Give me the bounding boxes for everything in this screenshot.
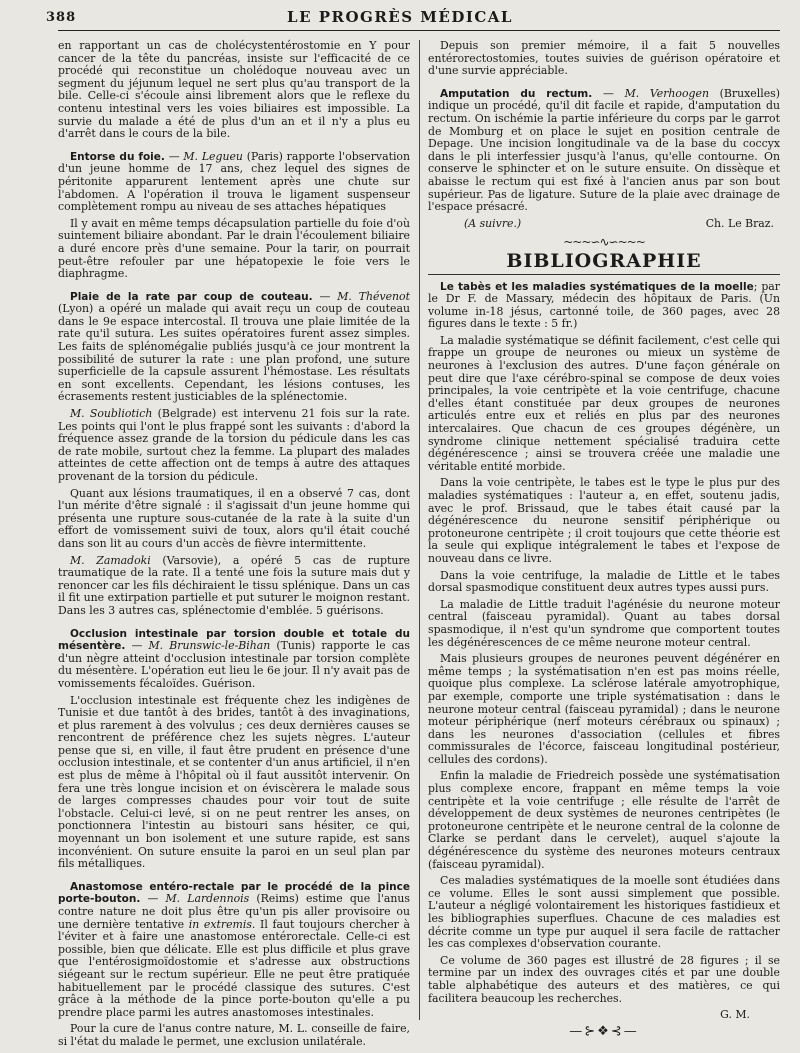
review-paragraph-1: La maladie systématique se définit facilement, c'est celle qui frappe un groupe de neurones ou mieux un système de neurones à l'exclusion des autres. D'une façon générale on peut dire que l'axe cérébro-spinal se compose de deux voies principales, la voie centripète et la voie centrifuge, chacune d'elles étant constituée par deux groupes de neurones articulés entre eux et reliés en plus par des neurones intercalaires. Que chacun de ces groupes dégénère, un syndrome clinique nettement spécialisé traduira cette dégénérescence ; ainsi se trouvera créée une maladie une véritable entité morbide.	[428, 333, 780, 473]
left-column	[58, 40, 410, 1053]
anastomose-paragraph: Anastomose entéro-rectale par le procédé de la pince porte-bouton. — M. Lardennois (Reims) estime que l'anus contre nature ne doit plus être qu'un pis aller provisoire ou une dernière tentative in extremis. Il faut toujours chercher à l'éviter et à faire une anastomose entérorectale. Celle-ci est possible, bien que délicate. Elle est plus difficile et plus grave que l'entérosigmoïdostomie et s'adresse aux obstructions siégeant sur le rectum supérieur. Elle ne peut être pratiquée habituellement par le procédé classique des sutures. C'est grâce à la méthode de la pince porte-bouton qu'elle a pu prendre place parmi les autres anastomoses intestinales.	[58, 880, 410, 1019]
page-header	[0, 6, 800, 28]
review-paragraph-6: Enfin la maladie de Friedreich possède une systématisation plus complexe encore, frappant en même temps la voie centripète et la voie centrifuge ; elle résulte de l'arrêt de développement de deux systèmes de neurones centripètes (le protoneurone centripète et le neurone central de la colonne de Clarke se perdant dans le cervelet), auquel s'ajoute la dégénérescence du système des neurones moteurs centraux (faisceau pyramidal).	[428, 769, 780, 871]
amputation-paragraph: Amputation du rectum. — M. Verhoogen (Bruxelles) indique un procédé, qu'il dit facile et rapide, d'amputation du rectum. On ischémie la partie inférieure du corps par le garrot de Momburg et on place le sujet en position centrale de Depage. Une incision longitudinale va de la base du coccyx dans le pli interfessier jusqu'à l'anus, qu'elle contourne. On conserve le sphincter et on le suture ensuite. On dissèque et abaisse le rectum qui est fixé à l'ancien anus par son bout supérieur. Pas de ligature. Suture de la plaie avec drainage de l'espace présacré.	[428, 86, 780, 214]
review-paragraph-8: Ce volume de 360 pages est illustré de 28 figures ; il se termine par un index des ouvrages cités et par une double table alphabétique des auteurs et des matières, ce qui facilitera beaucoup les recherches.	[428, 953, 780, 1005]
entorse-author: M. Legueu	[183, 149, 243, 163]
header-rule	[58, 30, 780, 31]
plaie-heading: Plaie de la rate par coup de couteau.	[70, 290, 313, 303]
plaie-p4-text: (Varsovie), a opéré 5 cas de rupture traumatique de la rate. Il a tenté une fois la suture mais dut y renoncer car les fils déchiraient le tissu splénique. Dans un cas il fit une extirpation partielle et put suturer le moignon restant. Dans les 3 autres cas, splénectomie d'emblée. 5 guérisons.	[58, 553, 410, 617]
book-details: ; par le Dr F. de Massary, médecin des hôpitaux de Paris. (Un volume in-18 jésus, cartonné toile, de 360 pages, avec 28 figures dans le texte : 5 fr.)	[428, 279, 780, 331]
review-paragraph-3: Dans la voie centrifuge, la maladie de Little et le tabes dorsal spasmodique constituent deux autres types aussi purs.	[428, 568, 780, 595]
occlusion-paragraph: Occlusion intestinale par torsion double et totale du mésentère. — M. Brunswic-le-Bihan (Tunis) rapporte le cas d'un nègre atteint d'occlusion intestinale par torsion complète du mésentère. L'opération eut lieu le 6e jour. Il n'y avait pas de vomissements fécaloïdes. Guérison.	[58, 627, 410, 690]
occlusion-text: (Tunis) rapporte le cas d'un nègre atteint d'occlusion intestinale par torsion complète du mésentère. L'opération eut lieu le 6e jour. Il n'y avait pas de vomissements fécaloïdes. Guérison.	[58, 639, 410, 690]
book-title: Le tabès et les maladies systématiques de la moelle	[440, 280, 754, 293]
review-paragraph-5: Mais plusieurs groupes de neurones peuvent dégénérer en même temps ; la systématisation n'en est pas moins réelle, quoique plus complexe. La sclérose latérale amyotrophique, par exemple, comporte une triple systématisation : dans le neurone moteur central (faisceau pyramidal) ; dans le neurone moteur périphérique (nerf moteurs cérébraux ou spinaux) ; dans les neurones d'association (cellules et fibres commissurales de l'écorce, faisceau longitudinal postérieur, cellules des cordons).	[428, 652, 780, 766]
entorse-paragraph-2: Il y avait en même temps décapsulation partielle du foie d'où suintement biliaire abondant. Par le drain l'écoulement biliaire a duré encore près d'une semaine. Pour la tarir, on pourrait peut-être refouler par une hépatopexie le foie vers le diaphragme.	[58, 216, 410, 281]
review-paragraph-4: La maladie de Little traduit l'agénésie du neurone moteur central (faisceau pyramidal). Quant au tabes dorsal spasmodique, il n'est qu'un syndrome que comportent toutes les dégénérescences de ce même neurone moteur central.	[428, 597, 780, 649]
article-author-signature: Ch. Le Braz.	[705, 216, 774, 230]
anastomose-text-2: . Il faut toujours chercher à l'éviter et à faire une anastomose entérorectale. Celle-ci est possible, bien que délicate. Elle est plus difficile et plus grave que l'entérosigmoïdostomie et s'adresse aux obstructions siégeant sur le rectum supérieur. Elle ne peut être pratiquée habituellement par le procédé classique des sutures. C'est grâce à la méthode de la pince porte-bouton qu'elle a pu prendre place parmi les autres anastomoses intestinales.	[58, 917, 410, 1019]
plaie-paragraph-2	[58, 408, 410, 484]
plaie-paragraph: Plaie de la rate par coup de couteau. — M. Thévenot (Lyon) a opéré un malade qui avait reçu un coup de couteau dans le 9e espace intercostal. Il trouva une plaie limitée de la rate qu'il sutura. Les suites opératoires furent assez simples. Les faits de splénomégalie publiés jusqu'à ce jour montrent la possibilité de suturer la rate : une plan profond, une suture superficielle de la capsule assurent l'hémostase. Les résultats en sont excellents. Cependant, les lésions contuses, les écrasements restent justiciables de la splénectomie.	[58, 289, 410, 404]
occlusion-paragraph-2: L'occlusion intestinale est fréquente chez les indigènes de Tunisie et due tantôt à des brides, tantôt à des invaginations, et plus rarement à des volvulus ; ces deux dernières causes se rencontrent de préférence chez les sujets nègres. L'auteur pense que si, en ville, il faut être prudent en présence d'une occlusion intestinale, et se contenter d'un anus artificiel, il n'en est plus de même à l'hôpital où il faut aussitôt intervenir. On fera une très longue incision et on éviscèrera le malade sous de larges compresses chaudes pour voir tout de suite l'obstacle. Celui-ci levé, si on ne peut rentrer les anses, on ponctionnera l'intestin au bistouri sans hésiter, ce qui, moyennant un bon isolement et une suture rapide, est sans inconvénient. On suture ensuite la paroi en un seul plan par fils métalliques.	[58, 693, 410, 871]
anastomose-italic: in extremis	[188, 917, 252, 931]
column-divider	[419, 40, 420, 1020]
bibliographie-heading: BIBLIOGRAPHIE	[428, 255, 780, 275]
a-suivre-label: (A suivre.)	[464, 216, 522, 230]
amputation-heading: Amputation du rectum.	[440, 87, 593, 100]
occlusion-author: M. Brunswic-le-Bihan	[148, 639, 271, 653]
plaie-paragraph-3: Quant aux lésions traumatiques, il en a observé 7 cas, dont l'un mérite d'être signalé : il s'agissait d'un jeune homme qui présenta une rupture sous-cutanée de la rate à la suite d'un effort de vomissement suivi de toux, alors qu'il était couché dans son lit au cours d'un accès de fièvre intermittente.	[58, 486, 410, 550]
entorse-text: (Paris) rapporte l'observation d'un jeune homme de 17 ans, chez lequel des signes de péritonite apparurent lentement après une chute sur l'abdomen. A l'opération il trouva le ligament suspenseur complètement rompu au niveau de ses attaches hépatiques	[58, 149, 411, 214]
anastomose-paragraph-2: Pour la cure de l'anus contre nature, M. L. conseille de faire, si l'état du malade le permet, une exclusion unilatérale.	[58, 1022, 410, 1048]
entorse-heading: Entorse du foie.	[70, 150, 165, 163]
section-ornament: ~~~∽∿∽~~~	[563, 235, 645, 250]
plaie-p4-author: M. Zamadoki	[70, 553, 151, 567]
right-column	[428, 40, 780, 1038]
left-opening-paragraph: en rapportant un cas de cholécystentérostomie en Y pour cancer de la tête du pancréas, insiste sur l'efficacité de ce procédé qui reconstitue un cholédoque nouveau avec un segment du jéjunum lequel ne sert plus qu'au transport de la bile. Celle-ci s'écoule ainsi librement alors que le reflexe du contenu intestinal vers les voies biliaires est impossible. La survie du malade a été de plus d'un an et il n'y a plus eu d'arrêt dans le cours de la bile.	[58, 39, 410, 141]
article-signature	[428, 218, 780, 231]
review-signoff: G. M.	[720, 1008, 750, 1022]
amputation-text: (Bruxelles) indique un procédé, qu'il dit facile et rapide, d'amputation du rectum. On ischémie la partie inférieure du corps par le garrot de Momburg et on place le sujet en position centrale de Depage. Une incision longitudinale va de la base du coccyx dans le pli interfessier jusqu'à l'anus, qu'elle contourne. On conserve le sphincter et on le suture ensuite. On dissèque et abaisse le rectum qui est fixé à l'ancien anus par son bout supérieur. Pas de ligature. Suture de la plaie avec drainage de l'espace présacré.	[428, 86, 780, 214]
page-number: 388	[46, 10, 77, 25]
book-reference	[428, 281, 780, 331]
anastomose-heading: Anastomose entéro-rectale par le procédé de la pince porte-bouton.	[58, 880, 410, 906]
plaie-author: M. Thévenot	[337, 289, 410, 303]
anastomose-text: (Reims) estime que l'anus contre nature ne doit plus être qu'un pis aller provisoire ou une dernière tentative	[58, 892, 410, 931]
plaie-p2-author: M. Soubliotich	[70, 407, 153, 421]
amputation-author: M. Verhoogen	[624, 86, 709, 100]
journal-title: LE PROGRÈS MÉDICAL	[287, 8, 513, 26]
review-paragraph-7: Ces maladies systématiques de la moelle sont étudiées dans ce volume. Elles le sont aussi simplement que possible. L'auteur a négligé volontairement les historiques fastidieux et les bibliographies superflues. Chacune de ces maladies est décrite comme un type pur auquel il sera facile de rattacher les cas complexes d'observation courante.	[428, 874, 780, 951]
plaie-text: (Lyon) a opéré un malade qui avait reçu un coup de couteau dans le 9e espace intercostal. Il trouva une plaie limitée de la rate qu'il sutura. Les suites opératoires furent assez simples. Les faits de splénomégalie publiés jusqu'à ce jour montrent la possibilité de suturer la rate : une plan profond, une suture superficielle de la capsule assurent l'hémostase. Les résultats en sont excellents. Cependant, les lésions contuses, les écrasements restent justiciables de la splénectomie.	[58, 302, 410, 404]
plaie-paragraph-4	[58, 555, 410, 618]
right-opening-paragraph: Depuis son premier mémoire, il a fait 5 nouvelles entérorectostomies, toutes suivies de guérison opératoire et d'une survie appréciable.	[428, 39, 780, 78]
review-paragraph-2: Dans la voie centripète, le tabes est le type le plus pur des maladies systématiques : l'auteur a, en effet, soutenu jadis, avec le prof. Brissaud, que le tabes était causé par la dégénérescence du neurone sensitif périphérique ou protoneurone centripète ; il croit toujours que cette théorie est la seule qui explique intégralement le tabes et l'expose de nouveau dans ce livre.	[428, 476, 780, 565]
plaie-p2-text: (Belgrade) est intervenu 21 fois sur la rate. Les points qui l'ont le plus frappé sont les suivants : d'abord la fréquence assez grande de la torsion du pédicule dans les cas de rate mobile, surtout chez la femme. La plupart des malades atteintes de cette affection ont de temps à autre des attaques provenant de la torsion du pédicule.	[58, 407, 411, 483]
end-ornament: —⊱❖⊰—	[569, 1023, 639, 1039]
entorse-paragraph: Entorse du foie. — M. Legueu (Paris) rapporte l'observation d'un jeune homme de 17 ans, chez lequel des signes de péritonite apparurent lentement après une chute sur l'abdomen. A l'opération il trouva le ligament suspenseur complètement rompu au niveau de ses attaches hépatiques	[58, 149, 411, 214]
anastomose-author: M. Lardennois	[165, 892, 250, 906]
occlusion-heading: Occlusion intestinale par torsion double et totale du mésentère.	[58, 627, 410, 653]
